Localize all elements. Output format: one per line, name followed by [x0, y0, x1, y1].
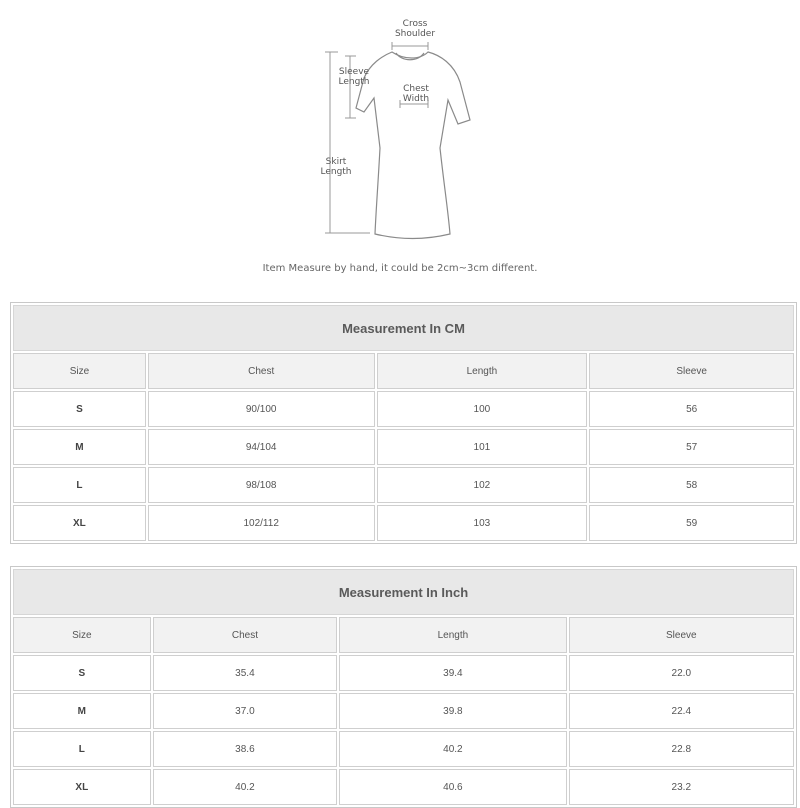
- sleeve-cell: 22.4: [569, 693, 794, 729]
- table-row: [13, 505, 794, 541]
- chest-cell: 37.0: [153, 693, 338, 729]
- table-header-row: [13, 353, 794, 389]
- table-row: [13, 655, 794, 691]
- cross-shoulder-label: Cross Shoulder: [394, 19, 436, 39]
- size-cell: M: [13, 693, 151, 729]
- chest-cell: 102/112: [148, 505, 375, 541]
- length-cell: 101: [377, 429, 588, 465]
- header-chest: Chest: [148, 353, 375, 389]
- length-cell: 39.4: [339, 655, 566, 691]
- sleeve-cell: 23.2: [569, 769, 794, 805]
- sleeve-cell: 59: [589, 505, 794, 541]
- table-row: [13, 467, 794, 503]
- sleeve-cell: 58: [589, 467, 794, 503]
- length-cell: 39.8: [339, 693, 566, 729]
- size-cell: L: [13, 467, 146, 503]
- size-cell: S: [13, 391, 146, 427]
- sleeve-length-label: Sleeve Length: [338, 67, 370, 87]
- chest-width-label: Chest Width: [402, 84, 430, 104]
- header-sleeve: Sleeve: [569, 617, 794, 653]
- size-cell: XL: [13, 505, 146, 541]
- header-size: Size: [13, 353, 146, 389]
- header-chest: Chest: [153, 617, 338, 653]
- size-table-inch: [10, 566, 797, 808]
- measurement-note: Item Measure by hand, it could be 2cm~3cm different.: [262, 263, 538, 274]
- chest-cell: 94/104: [148, 429, 375, 465]
- table-row: [13, 391, 794, 427]
- length-cell: 40.6: [339, 769, 566, 805]
- dress-diagram: [0, 0, 800, 300]
- sleeve-cell: 22.0: [569, 655, 794, 691]
- chest-cell: 40.2: [153, 769, 338, 805]
- sleeve-cell: 56: [589, 391, 794, 427]
- sleeve-cell: 22.8: [569, 731, 794, 767]
- chest-cell: 90/100: [148, 391, 375, 427]
- skirt-length-label: Skirt Length: [320, 157, 352, 177]
- length-cell: 100: [377, 391, 588, 427]
- table-title: Measurement In Inch: [13, 569, 794, 615]
- table-header-row: [13, 617, 794, 653]
- header-size: Size: [13, 617, 151, 653]
- size-table-cm: [10, 302, 797, 544]
- header-length: Length: [377, 353, 588, 389]
- table-row: [13, 693, 794, 729]
- chest-cell: 35.4: [153, 655, 338, 691]
- size-cell: L: [13, 731, 151, 767]
- chest-cell: 38.6: [153, 731, 338, 767]
- sleeve-cell: 57: [589, 429, 794, 465]
- chest-cell: 98/108: [148, 467, 375, 503]
- table-row: [13, 731, 794, 767]
- table-title: Measurement In CM: [13, 305, 794, 351]
- header-length: Length: [339, 617, 566, 653]
- length-cell: 40.2: [339, 731, 566, 767]
- dress-illustration: [0, 0, 800, 300]
- table-row: [13, 429, 794, 465]
- length-cell: 103: [377, 505, 588, 541]
- header-sleeve: Sleeve: [589, 353, 794, 389]
- size-cell: M: [13, 429, 146, 465]
- size-cell: S: [13, 655, 151, 691]
- length-cell: 102: [377, 467, 588, 503]
- size-cell: XL: [13, 769, 151, 805]
